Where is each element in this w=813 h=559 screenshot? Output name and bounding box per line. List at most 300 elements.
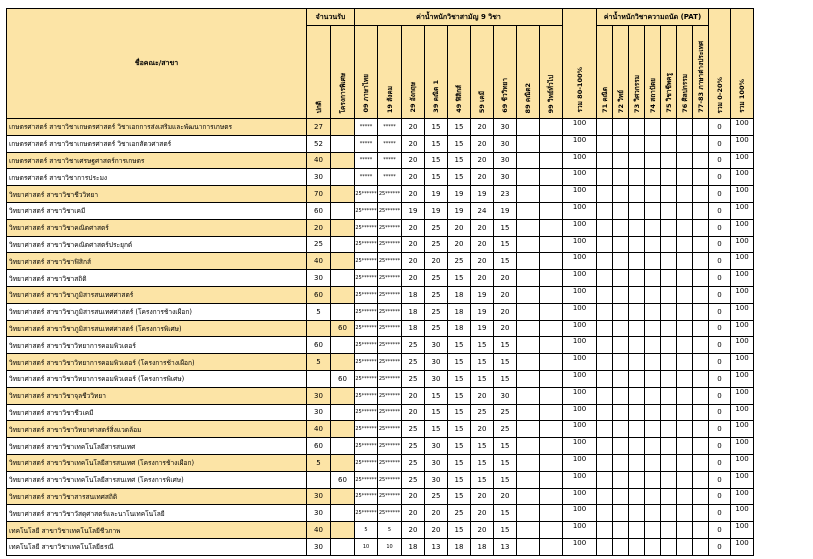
quota-special-cell (331, 454, 355, 471)
biology-weight-cell: 30 (494, 152, 517, 169)
sum-80-100-cell: 100 (563, 202, 597, 219)
faculty-major-cell: วิทยาศาสตร์ สาขาวิชาวิทยาการคอมพิวเตอร์ (โครงการพิเศษ) (7, 370, 307, 387)
pat-foreign-language-cell (693, 303, 709, 320)
physics-weight-cell: 15 (448, 152, 471, 169)
social-weight-cell: 25****** (378, 219, 402, 236)
pat-science-cell (613, 354, 629, 371)
quota-normal-cell (307, 370, 331, 387)
sum-0-20-cell: 0 (709, 270, 731, 287)
pat-architecture-cell (645, 522, 661, 539)
sum-100-cell: 100 (731, 438, 754, 455)
pat-architecture-cell (645, 186, 661, 203)
pat-foreign-language-cell (693, 522, 709, 539)
pat-math-cell (597, 320, 613, 337)
quota-special-header: โครงการพิเศษ (331, 26, 355, 119)
pat-engineering-cell (629, 186, 645, 203)
faculty-major-cell: วิทยาศาสตร์ สาขาวิชาจุลชีววิทยา (7, 387, 307, 404)
chemistry-weight-cell: 19 (471, 303, 494, 320)
english-weight-cell: 20 (402, 152, 425, 169)
pat-arts-cell (677, 119, 693, 136)
biology-weight-cell: 25 (494, 421, 517, 438)
social-weight-cell: 25****** (378, 505, 402, 522)
quota-special-cell (331, 488, 355, 505)
table-row (7, 303, 754, 320)
physics-weight-cell: 15 (448, 404, 471, 421)
sum-100-cell: 100 (731, 337, 754, 354)
pat-foreign-language-cell (693, 270, 709, 287)
pat-foreign-language-cell (693, 354, 709, 371)
pat-teaching-cell (661, 387, 677, 404)
english-weight-cell: 25 (402, 354, 425, 371)
pat-math-cell (597, 454, 613, 471)
thai-weight-cell: 25****** (355, 186, 378, 203)
math1-weight-cell: 25 (425, 219, 448, 236)
quota-special-cell (331, 404, 355, 421)
pat-arts-cell (677, 202, 693, 219)
sum-80-100-cell: 100 (563, 387, 597, 404)
faculty-major-cell: เกษตรศาสตร์ สาขาวิชาเกษตรศาสตร์ วิชาเอกการส่งเสริมและพัฒนาการเกษตร (7, 119, 307, 136)
pat-engineering-cell (629, 421, 645, 438)
math2-weight-cell (517, 370, 540, 387)
pat-science-cell (613, 454, 629, 471)
pat-foreign-language-cell (693, 320, 709, 337)
pat-science-cell (613, 337, 629, 354)
pat-architecture-header: 74 สถาปัตย (645, 26, 661, 119)
biology-weight-cell: 20 (494, 488, 517, 505)
general-science-weight-cell (540, 236, 563, 253)
general-science-weight-cell (540, 522, 563, 539)
sum-100-header: รวม 100% (731, 9, 754, 119)
biology-weight-cell: 15 (494, 337, 517, 354)
pat-teaching-cell (661, 119, 677, 136)
biology-weight-cell: 15 (494, 438, 517, 455)
pat-engineering-cell (629, 202, 645, 219)
thai-weight-cell: ***** (355, 135, 378, 152)
pat-foreign-language-cell (693, 236, 709, 253)
pat-architecture-cell (645, 219, 661, 236)
sum-80-100-cell: 100 (563, 219, 597, 236)
sum-80-100-cell: 100 (563, 454, 597, 471)
pat-math-cell (597, 119, 613, 136)
pat-arts-cell (677, 320, 693, 337)
subject-general-science-header: 99 วิทย์ทั่วไป (540, 26, 563, 119)
subject-biology-header: 69 ชีววิทยา (494, 26, 517, 119)
biology-weight-cell: 20 (494, 320, 517, 337)
pat-math-cell (597, 236, 613, 253)
quota-special-cell (331, 135, 355, 152)
sum-80-100-cell: 100 (563, 186, 597, 203)
pat-arts-cell (677, 538, 693, 555)
sum-100-cell: 100 (731, 454, 754, 471)
thai-weight-cell: 25****** (355, 438, 378, 455)
subject-math1-header: 39 คณิต 1 (425, 26, 448, 119)
sum-80-100-cell: 100 (563, 370, 597, 387)
pat-math-cell (597, 286, 613, 303)
quota-special-cell: 60 (331, 370, 355, 387)
biology-weight-cell: 15 (494, 236, 517, 253)
table-row (7, 404, 754, 421)
sum-80-100-cell: 100 (563, 286, 597, 303)
pat-arts-cell (677, 438, 693, 455)
sum-0-20-cell: 0 (709, 354, 731, 371)
pat-architecture-cell (645, 135, 661, 152)
math2-weight-cell (517, 387, 540, 404)
thai-weight-cell: 25****** (355, 488, 378, 505)
sum-0-20-cell: 0 (709, 186, 731, 203)
math1-weight-cell: 13 (425, 538, 448, 555)
quota-normal-cell: 5 (307, 354, 331, 371)
pat-engineering-cell (629, 438, 645, 455)
thai-weight-cell: 25****** (355, 421, 378, 438)
math2-weight-cell (517, 152, 540, 169)
chemistry-weight-cell: 20 (471, 119, 494, 136)
english-weight-cell: 25 (402, 471, 425, 488)
table-row (7, 370, 754, 387)
quota-special-cell: 60 (331, 320, 355, 337)
biology-weight-cell: 20 (494, 303, 517, 320)
quota-special-cell (331, 438, 355, 455)
sum-0-20-cell: 0 (709, 219, 731, 236)
faculty-major-cell: วิทยาศาสตร์ สาขาวิชาวิทยาการคอมพิวเตอร์ (7, 337, 307, 354)
physics-weight-cell: 15 (448, 169, 471, 186)
english-weight-cell: 20 (402, 135, 425, 152)
table-row (7, 354, 754, 371)
chemistry-weight-cell: 15 (471, 471, 494, 488)
pat-arts-cell (677, 236, 693, 253)
pat-arts-cell (677, 387, 693, 404)
english-weight-cell: 20 (402, 488, 425, 505)
math2-weight-cell (517, 202, 540, 219)
pat-engineering-cell (629, 404, 645, 421)
faculty-major-cell: วิทยาศาสตร์ สาขาวิชาสถิติ (7, 270, 307, 287)
math2-weight-cell (517, 471, 540, 488)
thai-weight-cell: 25****** (355, 337, 378, 354)
pat-arts-cell (677, 505, 693, 522)
pat-arts-cell (677, 286, 693, 303)
sum-0-20-cell: 0 (709, 236, 731, 253)
pat-architecture-cell (645, 270, 661, 287)
quota-special-cell (331, 119, 355, 136)
sum-80-100-cell: 100 (563, 270, 597, 287)
thai-weight-cell: 25****** (355, 471, 378, 488)
pat-science-cell (613, 186, 629, 203)
pat-foreign-language-cell (693, 119, 709, 136)
english-weight-cell: 18 (402, 303, 425, 320)
math1-weight-cell: 15 (425, 135, 448, 152)
pat-architecture-cell (645, 438, 661, 455)
pat-math-cell (597, 337, 613, 354)
thai-weight-cell: 25****** (355, 236, 378, 253)
pat-science-cell (613, 471, 629, 488)
pat-architecture-cell (645, 471, 661, 488)
english-weight-cell: 20 (402, 522, 425, 539)
pat-science-cell (613, 169, 629, 186)
faculty-major-cell: วิทยาศาสตร์ สาขาวิชาเทคโนโลยีสารสนเทศ (7, 438, 307, 455)
pat-science-cell (613, 421, 629, 438)
sum-0-20-header: รวม 0-20% (709, 9, 731, 119)
sum-80-100-cell: 100 (563, 404, 597, 421)
sum-80-100-cell: 100 (563, 538, 597, 555)
pat-teaching-cell (661, 538, 677, 555)
faculty-major-cell: วิทยาศาสตร์ สาขาวิชาวัสดุศาสตร์และนาโนเทคโนโลยี (7, 505, 307, 522)
chemistry-weight-cell: 20 (471, 135, 494, 152)
pat-engineering-cell (629, 253, 645, 270)
table-row (7, 169, 754, 186)
subject-physics-header: 49 ฟิสิกส์ (448, 26, 471, 119)
sum-100-cell: 100 (731, 270, 754, 287)
thai-weight-cell: 25****** (355, 387, 378, 404)
physics-weight-cell: 18 (448, 303, 471, 320)
biology-weight-cell: 25 (494, 404, 517, 421)
pat-science-cell (613, 370, 629, 387)
social-weight-cell: 25****** (378, 337, 402, 354)
pat-foreign-language-cell (693, 421, 709, 438)
english-weight-cell: 25 (402, 337, 425, 354)
chemistry-weight-cell: 20 (471, 387, 494, 404)
general-science-weight-cell (540, 488, 563, 505)
quota-special-cell (331, 337, 355, 354)
pat-arts-cell (677, 370, 693, 387)
biology-weight-cell: 19 (494, 202, 517, 219)
math1-weight-cell: 25 (425, 286, 448, 303)
faculty-major-cell: วิทยาศาสตร์ สาขาวิชาภูมิสารสนเทศศาสตร์ (โครงการช้างเผือก) (7, 303, 307, 320)
biology-weight-cell: 20 (494, 286, 517, 303)
faculty-major-header: ชื่อคณะ/สาขา (7, 9, 307, 119)
quota-special-cell (331, 219, 355, 236)
table-row (7, 538, 754, 555)
biology-weight-cell: 15 (494, 219, 517, 236)
physics-weight-cell: 25 (448, 253, 471, 270)
pat-science-header: 72 วิทย์ (613, 26, 629, 119)
quota-normal-cell: 40 (307, 152, 331, 169)
subject-thai-header: 09 ภาษาไทย (355, 26, 378, 119)
math1-weight-cell: 30 (425, 438, 448, 455)
pat-foreign-language-cell (693, 488, 709, 505)
general-science-weight-cell (540, 421, 563, 438)
pat-teaching-cell (661, 370, 677, 387)
quota-special-cell (331, 387, 355, 404)
sum-80-100-cell: 100 (563, 522, 597, 539)
general-science-weight-cell (540, 119, 563, 136)
pat-architecture-cell (645, 505, 661, 522)
pat-teaching-cell (661, 488, 677, 505)
quota-normal-header: ปกติ (307, 26, 331, 119)
sum-80-100-cell: 100 (563, 152, 597, 169)
thai-weight-cell: 25****** (355, 404, 378, 421)
chemistry-weight-cell: 20 (471, 253, 494, 270)
sum-80-100-cell: 100 (563, 303, 597, 320)
sum-0-20-cell: 0 (709, 454, 731, 471)
faculty-major-cell: เกษตรศาสตร์ สาขาวิชาเกษตรศาสตร์ วิชาเอกสัตวศาสตร์ (7, 135, 307, 152)
quota-normal-cell: 30 (307, 387, 331, 404)
chemistry-weight-cell: 18 (471, 538, 494, 555)
social-weight-cell: 25****** (378, 454, 402, 471)
physics-weight-cell: 15 (448, 135, 471, 152)
thai-weight-cell: 25****** (355, 286, 378, 303)
thai-weight-cell: ***** (355, 119, 378, 136)
table-row (7, 337, 754, 354)
math1-weight-cell: 25 (425, 488, 448, 505)
social-weight-cell: 25****** (378, 202, 402, 219)
table-row (7, 320, 754, 337)
quota-normal-cell: 60 (307, 438, 331, 455)
pat-architecture-cell (645, 404, 661, 421)
general-science-weight-cell (540, 135, 563, 152)
pat-architecture-cell (645, 320, 661, 337)
english-weight-cell: 20 (402, 387, 425, 404)
pat-science-cell (613, 488, 629, 505)
sum-80-100-header: รวม 80-100% (563, 9, 597, 119)
pat-math-cell (597, 471, 613, 488)
thai-weight-cell: ***** (355, 169, 378, 186)
table-row (7, 119, 754, 136)
physics-weight-cell: 15 (448, 337, 471, 354)
math1-weight-cell: 25 (425, 320, 448, 337)
pat-arts-cell (677, 152, 693, 169)
pat-teaching-cell (661, 522, 677, 539)
physics-weight-cell: 15 (448, 119, 471, 136)
quota-normal-cell: 60 (307, 202, 331, 219)
sum-80-100-cell: 100 (563, 488, 597, 505)
table-row (7, 286, 754, 303)
pat-teaching-cell (661, 438, 677, 455)
pat-architecture-cell (645, 286, 661, 303)
pat-arts-cell (677, 522, 693, 539)
pat-teaching-cell (661, 303, 677, 320)
pat-teaching-cell (661, 337, 677, 354)
quota-normal-cell: 5 (307, 454, 331, 471)
chemistry-weight-cell: 15 (471, 354, 494, 371)
math1-weight-cell: 30 (425, 454, 448, 471)
pat-architecture-cell (645, 354, 661, 371)
pat-teaching-cell (661, 320, 677, 337)
pat-science-cell (613, 404, 629, 421)
subject-social-header: 19 สังคม (378, 26, 402, 119)
english-weight-cell: 20 (402, 219, 425, 236)
sum-100-cell: 100 (731, 505, 754, 522)
quota-special-cell (331, 169, 355, 186)
pat-engineering-cell (629, 354, 645, 371)
general-science-weight-cell (540, 505, 563, 522)
sum-0-20-cell: 0 (709, 152, 731, 169)
chemistry-weight-cell: 19 (471, 186, 494, 203)
table-row (7, 202, 754, 219)
math2-weight-cell (517, 186, 540, 203)
pat-teaching-cell (661, 421, 677, 438)
pat-engineering-cell (629, 522, 645, 539)
sum-0-20-cell: 0 (709, 169, 731, 186)
english-weight-cell: 20 (402, 505, 425, 522)
thai-weight-cell: 25****** (355, 454, 378, 471)
sum-0-20-cell: 0 (709, 387, 731, 404)
quota-normal-cell: 30 (307, 169, 331, 186)
sum-0-20-cell: 0 (709, 202, 731, 219)
physics-weight-cell: 18 (448, 538, 471, 555)
quota-normal-cell: 52 (307, 135, 331, 152)
pat-foreign-language-cell (693, 370, 709, 387)
pat-architecture-cell (645, 421, 661, 438)
english-weight-cell: 18 (402, 320, 425, 337)
subject-chemistry-header: 59 เคมี (471, 26, 494, 119)
physics-weight-cell: 18 (448, 320, 471, 337)
sum-80-100-cell: 100 (563, 421, 597, 438)
pat-teaching-cell (661, 236, 677, 253)
pat-engineering-cell (629, 505, 645, 522)
pat-architecture-cell (645, 169, 661, 186)
pat-foreign-language-cell (693, 505, 709, 522)
sum-100-cell: 100 (731, 186, 754, 203)
social-weight-cell: 25****** (378, 320, 402, 337)
social-weight-cell: 25****** (378, 286, 402, 303)
table-row (7, 454, 754, 471)
pat-math-cell (597, 404, 613, 421)
biology-weight-cell: 20 (494, 270, 517, 287)
sum-100-cell: 100 (731, 471, 754, 488)
sum-100-cell: 100 (731, 538, 754, 555)
pat-arts-cell (677, 186, 693, 203)
social-weight-cell: 25****** (378, 421, 402, 438)
quota-special-cell (331, 538, 355, 555)
faculty-major-cell: วิทยาศาสตร์ สาขาวิชาชีวเคมี (7, 404, 307, 421)
faculty-major-cell: วิทยาศาสตร์ สาขาวิชาวิทยาการคอมพิวเตอร์ (โครงการช้างเผือก) (7, 354, 307, 371)
social-weight-cell: 5 (378, 522, 402, 539)
social-weight-cell: 25****** (378, 236, 402, 253)
sum-0-20-cell: 0 (709, 438, 731, 455)
quota-normal-cell: 40 (307, 522, 331, 539)
general-science-weight-cell (540, 438, 563, 455)
table-body (7, 119, 754, 556)
pat-engineering-cell (629, 135, 645, 152)
general-science-weight-cell (540, 270, 563, 287)
chemistry-weight-cell: 24 (471, 202, 494, 219)
quota-normal-cell (307, 320, 331, 337)
table-row (7, 471, 754, 488)
english-weight-cell: 25 (402, 421, 425, 438)
quota-group-header: จำนวนรับ (307, 9, 355, 26)
table-row (7, 488, 754, 505)
faculty-major-cell: เกษตรศาสตร์ สาขาวิชาเศรษฐศาสตร์การเกษตร (7, 152, 307, 169)
math1-weight-cell: 25 (425, 236, 448, 253)
faculty-major-cell: วิทยาศาสตร์ สาขาวิชาเทคโนโลยีสารสนเทศ (โครงการพิเศษ) (7, 471, 307, 488)
math2-weight-cell (517, 421, 540, 438)
math1-weight-cell: 25 (425, 270, 448, 287)
math1-weight-cell: 19 (425, 186, 448, 203)
math2-weight-cell (517, 538, 540, 555)
sum-100-cell: 100 (731, 119, 754, 136)
table-row (7, 421, 754, 438)
social-weight-cell: ***** (378, 119, 402, 136)
physics-weight-cell: 15 (448, 488, 471, 505)
pat-foreign-language-cell (693, 471, 709, 488)
math1-weight-cell: 20 (425, 522, 448, 539)
sum-100-cell: 100 (731, 488, 754, 505)
biology-weight-cell: 30 (494, 169, 517, 186)
pat-teaching-cell (661, 454, 677, 471)
math1-weight-cell: 15 (425, 119, 448, 136)
chemistry-weight-cell: 15 (471, 337, 494, 354)
general-science-weight-cell (540, 202, 563, 219)
pat-arts-cell (677, 404, 693, 421)
sum-0-20-cell: 0 (709, 538, 731, 555)
pat-arts-cell (677, 135, 693, 152)
general-science-weight-cell (540, 370, 563, 387)
table-row (7, 152, 754, 169)
pat-foreign-language-cell (693, 253, 709, 270)
pat-arts-cell (677, 454, 693, 471)
quota-normal-cell: 25 (307, 236, 331, 253)
pat-arts-header: 76 ศิลปกรรม (677, 26, 693, 119)
pat-math-cell (597, 303, 613, 320)
